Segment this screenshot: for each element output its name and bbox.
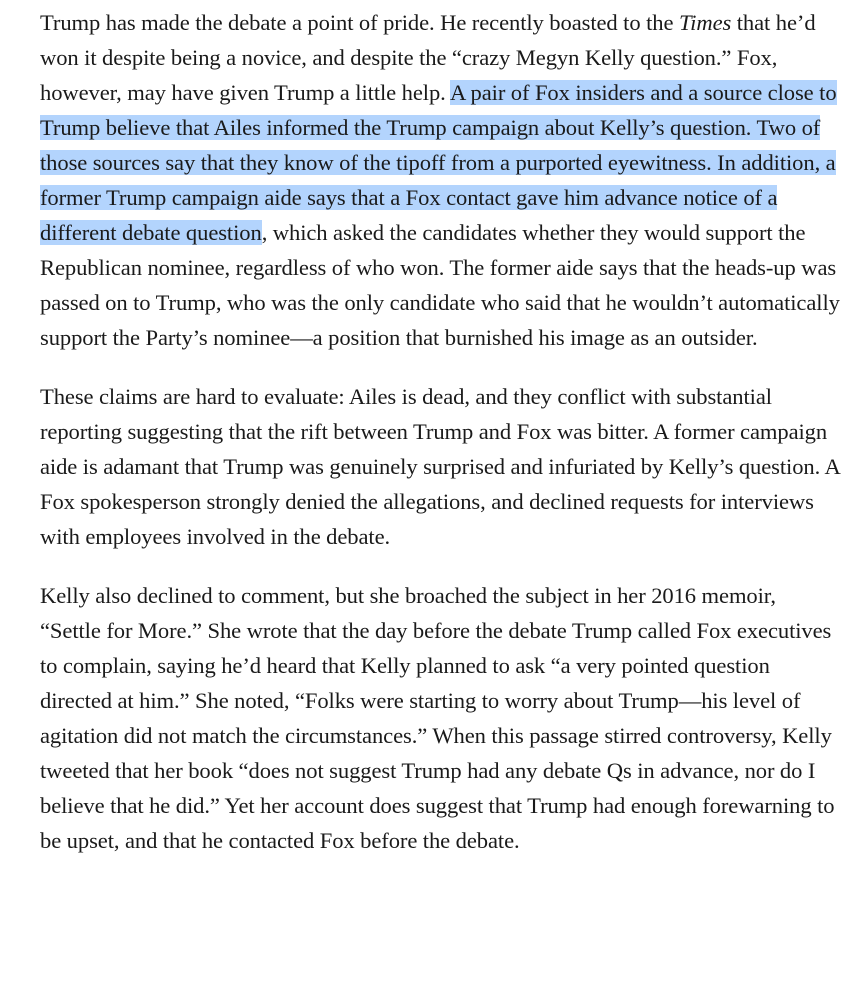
- times-italic: Times: [678, 10, 732, 35]
- paragraph-3: Kelly also declined to comment, but she broached the subject in her 2016 memoir, “Settle for More.” She wrote that the day before the debate Trump called Fox executives to complain, saying he’d heard that Kelly planned to ask “a very pointed question directed at him.” She noted, “Folks were starting to worry about Trump—his level of agitation did not match the circumstances.” When this passage stirred controversy, Kelly tweeted that her book “does not suggest Trump had any debate Qs in advance, nor do I believe that he did.” Yet her account does suggest that Trump had enough forewarning to be upset, and that he contacted Fox before the debate.: [40, 583, 835, 853]
- paragraph-1-text-b: that he’d won it despite being a novice, and despite the “crazy Megyn Kelly question.” Fox, however, may have given Trump a little help.: [40, 10, 816, 105]
- paragraph-2: These claims are hard to evaluate: Ailes is dead, and they conflict with substantial reporting suggesting that the rift between Trump and Fox was bitter. A former campaign aide is adamant that Trump was genuinely surprised and infuriated by Kelly’s question. A Fox spokesperson strongly denied the allegations, and declined requests for interviews with employees involved in the debate.: [40, 384, 840, 549]
- article-body: [40, 5, 840, 882]
- paragraph-1-text-a: Trump has made the debate a point of pride. He recently boasted to the: [40, 10, 679, 35]
- paragraph-1: [40, 5, 840, 355]
- selected-text-highlight[interactable]: A pair of Fox insiders and a source close to Trump believe that Ailes informed the Trump campaign about Kelly’s question. Two of those sources say that they know of the tipoff from a purported eyewitness. In addition, a former Trump campaign aide says that a Fox contact gave him advance notice of a different debate question: [40, 80, 837, 245]
- paragraph-1-text-c: , which asked the candidates whether they would support the Republican nominee, regardless of who won. The former aide says that the heads-up was passed on to Trump, who was the only candidate who said that he wouldn’t automatically support the Party’s nominee—a position that burnished his image as an outsider.: [40, 220, 840, 350]
